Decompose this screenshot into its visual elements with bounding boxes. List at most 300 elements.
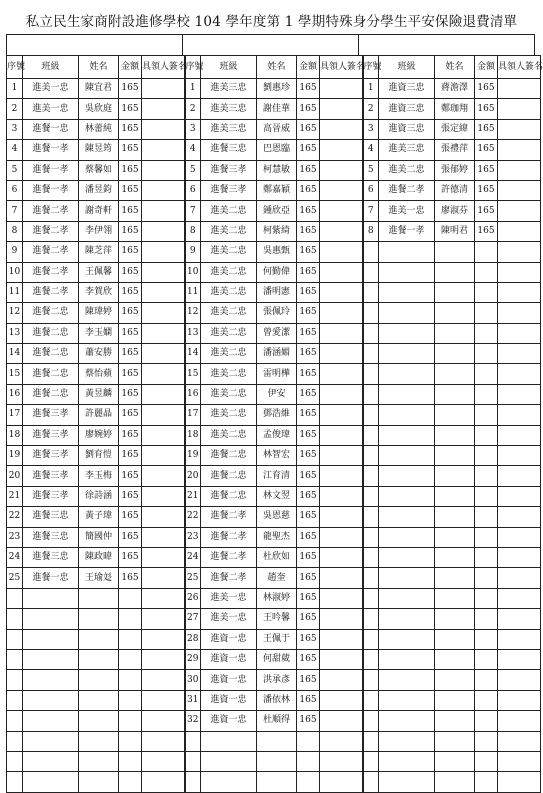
seq-cell: 17 [185, 405, 201, 425]
seq-cell: 4 [185, 140, 201, 160]
amount-cell [119, 609, 142, 629]
class-cell: 進美一忠 [201, 588, 257, 608]
amount-cell: 165 [119, 364, 142, 384]
amount-cell: 165 [119, 282, 142, 302]
amount-cell: 165 [119, 507, 142, 527]
amount-cell: 165 [475, 201, 498, 221]
signature-cell[interactable] [320, 527, 363, 547]
class-cell: 進餐二孝 [201, 507, 257, 527]
class-cell [379, 609, 435, 629]
class-cell [23, 751, 79, 771]
signature-cell[interactable] [320, 670, 363, 690]
signature-cell[interactable] [142, 711, 185, 731]
name-cell: 柯慧敏 [257, 160, 297, 180]
signature-cell[interactable] [320, 466, 363, 486]
name-cell: 陳明君 [435, 221, 475, 241]
amount-cell [475, 649, 498, 669]
column-header: 班級 [201, 56, 257, 79]
signature-cell[interactable] [320, 405, 363, 425]
amount-cell: 165 [297, 364, 320, 384]
name-cell: 巴恩臨 [257, 140, 297, 160]
class-cell: 進美一忠 [23, 79, 79, 99]
signature-cell[interactable] [498, 527, 541, 547]
amount-cell: 165 [297, 282, 320, 302]
signature-cell[interactable] [498, 242, 541, 262]
amount-cell [475, 323, 498, 343]
signature-cell[interactable] [498, 344, 541, 364]
seq-cell: 3 [185, 119, 201, 139]
class-cell [379, 507, 435, 527]
class-cell: 進餐三孝 [201, 180, 257, 200]
amount-cell: 165 [297, 568, 320, 588]
seq-cell: 2 [7, 99, 23, 119]
amount-cell: 165 [297, 242, 320, 262]
signature-cell[interactable] [142, 568, 185, 588]
name-cell [435, 364, 475, 384]
table-row [7, 344, 541, 364]
signature-cell[interactable] [320, 99, 363, 119]
name-cell: 陳昱筠 [79, 140, 119, 160]
name-cell: 柯紫綺 [257, 221, 297, 241]
amount-cell: 165 [119, 303, 142, 323]
signature-cell[interactable] [320, 751, 363, 771]
signature-cell[interactable] [142, 99, 185, 119]
signature-cell[interactable] [498, 711, 541, 731]
seq-cell: 6 [7, 180, 23, 200]
signature-cell[interactable] [498, 690, 541, 710]
name-cell: 李玉嫻 [79, 323, 119, 343]
amount-cell: 165 [297, 99, 320, 119]
signature-cell[interactable] [142, 262, 185, 282]
signature-cell[interactable] [142, 690, 185, 710]
seq-cell [363, 303, 379, 323]
signature-cell[interactable] [142, 527, 185, 547]
signature-cell[interactable] [142, 486, 185, 506]
signature-cell[interactable] [498, 547, 541, 567]
name-cell: 許麗晶 [79, 405, 119, 425]
seq-cell [363, 751, 379, 771]
seq-cell [363, 731, 379, 751]
name-cell [435, 670, 475, 690]
class-cell: 進餐二孝 [23, 262, 79, 282]
signature-cell[interactable] [142, 588, 185, 608]
signature-cell[interactable] [498, 262, 541, 282]
name-cell [435, 405, 475, 425]
amount-cell [297, 772, 320, 792]
signature-cell[interactable] [142, 751, 185, 771]
seq-cell [7, 711, 23, 731]
seq-cell: 8 [363, 221, 379, 241]
signature-cell[interactable] [498, 180, 541, 200]
signature-cell[interactable] [320, 140, 363, 160]
signature-cell[interactable] [142, 772, 185, 792]
class-cell [379, 772, 435, 792]
name-cell: 雷明樺 [257, 364, 297, 384]
class-cell [23, 629, 79, 649]
seq-cell: 15 [7, 364, 23, 384]
signature-cell[interactable] [320, 568, 363, 588]
amount-cell: 165 [119, 242, 142, 262]
signature-cell[interactable] [498, 751, 541, 771]
name-cell: 蕭安勝 [79, 344, 119, 364]
signature-cell[interactable] [498, 629, 541, 649]
name-cell [435, 384, 475, 404]
signature-cell[interactable] [498, 99, 541, 119]
signature-cell[interactable] [320, 282, 363, 302]
seq-cell [7, 751, 23, 771]
signature-cell[interactable] [498, 303, 541, 323]
signature-cell[interactable] [142, 282, 185, 302]
signature-cell[interactable] [320, 649, 363, 669]
name-cell: 高晉威 [257, 119, 297, 139]
name-cell: 陳瑋婷 [79, 303, 119, 323]
amount-cell: 165 [297, 649, 320, 669]
name-cell: 杜順得 [257, 711, 297, 731]
seq-cell [363, 649, 379, 669]
signature-cell[interactable] [498, 670, 541, 690]
table-row [7, 262, 541, 282]
amount-cell [475, 690, 498, 710]
signature-cell[interactable] [320, 323, 363, 343]
signature-cell[interactable] [320, 79, 363, 99]
class-cell [23, 609, 79, 629]
signature-cell[interactable] [142, 79, 185, 99]
signature-cell[interactable] [142, 731, 185, 751]
amount-cell: 165 [475, 119, 498, 139]
seq-cell [7, 670, 23, 690]
name-cell: 陳芝萍 [79, 242, 119, 262]
name-cell [435, 568, 475, 588]
class-cell [379, 303, 435, 323]
amount-cell: 165 [297, 140, 320, 160]
name-cell [435, 751, 475, 771]
table-row [7, 711, 541, 731]
amount-cell: 165 [297, 670, 320, 690]
seq-cell [363, 323, 379, 343]
amount-cell [475, 527, 498, 547]
class-cell: 進餐二忠 [23, 323, 79, 343]
seq-cell [363, 262, 379, 282]
amount-cell: 165 [119, 119, 142, 139]
name-cell: 王瑜彣 [79, 568, 119, 588]
signature-cell[interactable] [498, 79, 541, 99]
class-cell: 進餐三忠 [23, 507, 79, 527]
signature-cell[interactable] [142, 547, 185, 567]
seq-cell [363, 588, 379, 608]
class-cell: 進美三忠 [201, 119, 257, 139]
signature-cell[interactable] [320, 486, 363, 506]
amount-cell: 165 [119, 446, 142, 466]
signature-cell[interactable] [142, 323, 185, 343]
signature-cell[interactable] [498, 119, 541, 139]
seq-cell [7, 609, 23, 629]
refund-sheet [6, 34, 543, 793]
signature-cell[interactable] [142, 670, 185, 690]
amount-cell [475, 466, 498, 486]
class-cell: 進美二忠 [201, 201, 257, 221]
column-header: 序號 [7, 56, 23, 79]
signature-cell[interactable] [142, 242, 185, 262]
table-row [7, 79, 541, 99]
name-cell: 伊安 [257, 384, 297, 404]
signature-cell[interactable] [498, 160, 541, 180]
signature-cell[interactable] [498, 486, 541, 506]
class-cell: 進餐二忠 [23, 303, 79, 323]
signature-cell[interactable] [498, 731, 541, 751]
signature-cell[interactable] [320, 446, 363, 466]
header-row [7, 56, 541, 79]
name-cell: 謝佳華 [257, 99, 297, 119]
amount-cell [475, 242, 498, 262]
signature-cell[interactable] [320, 384, 363, 404]
class-cell: 進資三忠 [379, 99, 435, 119]
amount-cell [475, 282, 498, 302]
signature-cell[interactable] [320, 303, 363, 323]
seq-cell: 14 [7, 344, 23, 364]
amount-cell: 165 [297, 180, 320, 200]
seq-cell: 4 [7, 140, 23, 160]
signature-cell[interactable] [142, 466, 185, 486]
signature-cell[interactable] [320, 547, 363, 567]
signature-cell[interactable] [142, 303, 185, 323]
column-header: 姓名 [257, 56, 297, 79]
table-row [7, 364, 541, 384]
signature-cell[interactable] [142, 507, 185, 527]
signature-cell[interactable] [498, 588, 541, 608]
amount-cell [297, 751, 320, 771]
signature-cell[interactable] [498, 201, 541, 221]
table-row [7, 751, 541, 771]
class-cell [379, 242, 435, 262]
table-row [7, 282, 541, 302]
seq-cell: 5 [185, 160, 201, 180]
table-row [7, 425, 541, 445]
signature-cell[interactable] [498, 405, 541, 425]
amount-cell [475, 711, 498, 731]
signature-cell[interactable] [320, 180, 363, 200]
class-cell: 進美一忠 [201, 609, 257, 629]
table-row [7, 119, 541, 139]
table-row [7, 405, 541, 425]
signature-cell[interactable] [142, 446, 185, 466]
signature-cell[interactable] [320, 364, 363, 384]
class-cell [23, 649, 79, 669]
signature-cell[interactable] [498, 384, 541, 404]
name-cell: 王佩馨 [79, 262, 119, 282]
class-cell: 進餐二孝 [201, 527, 257, 547]
amount-cell [119, 711, 142, 731]
signature-cell[interactable] [320, 262, 363, 282]
name-cell [435, 547, 475, 567]
seq-cell [363, 670, 379, 690]
seq-cell: 3 [363, 119, 379, 139]
signature-cell[interactable] [498, 425, 541, 445]
table-row [7, 486, 541, 506]
amount-cell [475, 507, 498, 527]
seq-cell: 7 [363, 201, 379, 221]
signature-cell[interactable] [498, 221, 541, 241]
signature-cell[interactable] [142, 344, 185, 364]
signature-cell[interactable] [320, 201, 363, 221]
name-cell: 許德清 [435, 180, 475, 200]
name-cell: 劉惠珍 [257, 79, 297, 99]
signature-cell[interactable] [498, 323, 541, 343]
class-cell: 進餐三孝 [23, 425, 79, 445]
signature-cell[interactable] [320, 731, 363, 751]
signature-cell[interactable] [320, 690, 363, 710]
signature-cell[interactable] [320, 629, 363, 649]
seq-cell: 2 [185, 99, 201, 119]
amount-cell: 165 [297, 690, 320, 710]
amount-cell: 165 [297, 201, 320, 221]
class-cell: 進餐一孝 [23, 140, 79, 160]
class-cell: 進餐二忠 [23, 364, 79, 384]
signature-cell[interactable] [498, 649, 541, 669]
amount-cell [475, 772, 498, 792]
table-row [7, 609, 541, 629]
class-cell [23, 670, 79, 690]
class-cell [201, 751, 257, 771]
seq-cell [363, 242, 379, 262]
amount-cell [475, 751, 498, 771]
column-header: 金額 [475, 56, 498, 79]
amount-cell: 165 [297, 446, 320, 466]
signature-cell[interactable] [320, 425, 363, 445]
amount-cell [475, 609, 498, 629]
class-cell [379, 344, 435, 364]
amount-cell: 165 [475, 140, 498, 160]
name-cell [79, 609, 119, 629]
column-header: 姓名 [435, 56, 475, 79]
signature-cell[interactable] [320, 221, 363, 241]
signature-cell[interactable] [498, 282, 541, 302]
signature-cell[interactable] [320, 772, 363, 792]
signature-cell[interactable] [498, 568, 541, 588]
class-cell: 進美二忠 [201, 323, 257, 343]
class-cell: 進資一忠 [201, 649, 257, 669]
name-cell [435, 303, 475, 323]
seq-cell [363, 446, 379, 466]
signature-cell[interactable] [498, 772, 541, 792]
name-cell: 廖淑芬 [435, 201, 475, 221]
class-cell: 進餐三忠 [201, 140, 257, 160]
seq-cell: 20 [185, 466, 201, 486]
seq-cell: 29 [185, 649, 201, 669]
signature-cell[interactable] [142, 629, 185, 649]
seq-cell: 20 [7, 466, 23, 486]
name-cell [435, 282, 475, 302]
amount-cell: 165 [475, 160, 498, 180]
seq-cell: 3 [7, 119, 23, 139]
amount-cell [119, 690, 142, 710]
column-header: 序號 [185, 56, 201, 79]
name-cell: 徐詩涵 [79, 486, 119, 506]
seq-cell: 22 [7, 507, 23, 527]
signature-cell[interactable] [142, 364, 185, 384]
table-row [7, 649, 541, 669]
seq-cell [363, 282, 379, 302]
signature-cell[interactable] [320, 711, 363, 731]
name-cell [79, 670, 119, 690]
signature-cell[interactable] [142, 140, 185, 160]
class-cell [379, 731, 435, 751]
signature-cell[interactable] [320, 119, 363, 139]
name-cell [435, 446, 475, 466]
seq-cell: 24 [185, 547, 201, 567]
amount-cell: 165 [297, 160, 320, 180]
signature-cell[interactable] [498, 446, 541, 466]
signature-cell[interactable] [498, 140, 541, 160]
signature-cell[interactable] [320, 507, 363, 527]
signature-cell[interactable] [320, 242, 363, 262]
name-cell [435, 486, 475, 506]
signature-cell[interactable] [142, 119, 185, 139]
table-row [7, 527, 541, 547]
name-cell: 張禮萍 [435, 140, 475, 160]
class-cell: 進餐一孝 [379, 221, 435, 241]
signature-cell[interactable] [142, 160, 185, 180]
amount-cell: 165 [119, 140, 142, 160]
signature-cell[interactable] [320, 160, 363, 180]
seq-cell: 25 [185, 568, 201, 588]
class-cell [23, 588, 79, 608]
name-cell: 李伊翎 [79, 221, 119, 241]
seq-cell [363, 507, 379, 527]
signature-cell[interactable] [142, 384, 185, 404]
signature-cell[interactable] [498, 609, 541, 629]
amount-cell [119, 731, 142, 751]
signature-cell[interactable] [320, 588, 363, 608]
class-cell: 進餐一忠 [23, 568, 79, 588]
name-cell [79, 772, 119, 792]
class-cell: 進資三忠 [379, 79, 435, 99]
signature-cell[interactable] [498, 466, 541, 486]
seq-cell: 32 [185, 711, 201, 731]
signature-cell[interactable] [142, 609, 185, 629]
signature-cell[interactable] [142, 425, 185, 445]
signature-cell[interactable] [142, 649, 185, 669]
amount-cell [475, 486, 498, 506]
class-cell: 進餐二孝 [23, 201, 79, 221]
name-cell: 龍聖杰 [257, 527, 297, 547]
name-cell: 杜欣如 [257, 547, 297, 567]
signature-cell[interactable] [498, 507, 541, 527]
amount-cell [475, 588, 498, 608]
signature-cell[interactable] [142, 221, 185, 241]
signature-cell[interactable] [142, 405, 185, 425]
name-cell: 蔣澹澤 [435, 79, 475, 99]
signature-cell[interactable] [498, 364, 541, 384]
name-cell [257, 772, 297, 792]
class-cell: 進餐三孝 [23, 446, 79, 466]
signature-cell[interactable] [142, 180, 185, 200]
signature-cell[interactable] [142, 201, 185, 221]
signature-cell[interactable] [320, 344, 363, 364]
amount-cell [475, 344, 498, 364]
class-cell: 進資一忠 [201, 690, 257, 710]
class-cell: 進美三忠 [201, 79, 257, 99]
column-header: 班級 [23, 56, 79, 79]
class-cell: 進餐二孝 [23, 242, 79, 262]
class-cell [201, 772, 257, 792]
class-cell: 進美一忠 [379, 201, 435, 221]
table-row [7, 242, 541, 262]
column-header: 具領人簽名 [498, 56, 541, 79]
seq-cell [7, 588, 23, 608]
signature-cell[interactable] [320, 609, 363, 629]
table-row [7, 384, 541, 404]
class-cell: 進美二忠 [201, 221, 257, 241]
